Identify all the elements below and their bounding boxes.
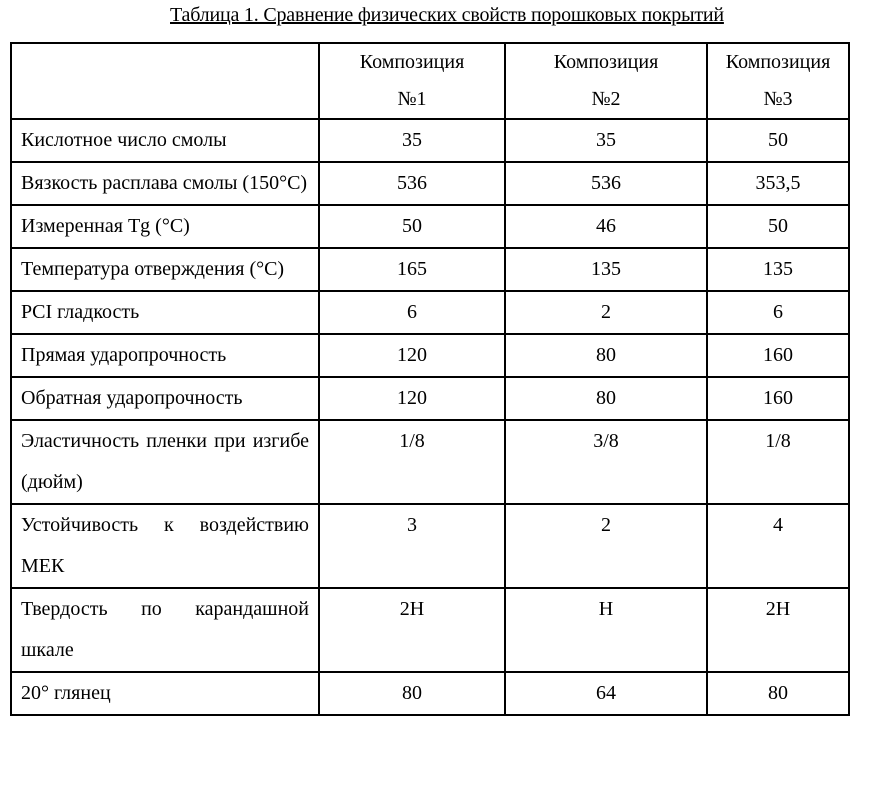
table-row bbox=[11, 504, 849, 588]
row-label: 20° глянец bbox=[11, 672, 319, 715]
cell-composition-3: 1/8 bbox=[707, 420, 849, 504]
cell-composition-3: 160 bbox=[707, 377, 849, 420]
cell-composition-2: 80 bbox=[505, 377, 707, 420]
row-label: Кислотное число смолы bbox=[11, 119, 319, 162]
table-row bbox=[11, 119, 849, 162]
header-composition-3: Композиция №3 bbox=[707, 43, 849, 119]
row-label: Твердость по карандашной шкале bbox=[11, 588, 319, 672]
header-composition-2: Композиция №2 bbox=[505, 43, 707, 119]
table-row bbox=[11, 334, 849, 377]
table-row bbox=[11, 205, 849, 248]
cell-composition-2: H bbox=[505, 588, 707, 672]
row-label: Прямая ударопрочность bbox=[11, 334, 319, 377]
cell-composition-1: 120 bbox=[319, 334, 505, 377]
header-empty bbox=[11, 43, 319, 119]
cell-composition-1: 3 bbox=[319, 504, 505, 588]
cell-composition-1: 536 bbox=[319, 162, 505, 205]
cell-composition-2: 135 bbox=[505, 248, 707, 291]
cell-composition-2: 64 bbox=[505, 672, 707, 715]
header-row bbox=[11, 43, 849, 119]
table-row bbox=[11, 291, 849, 334]
cell-composition-3: 353,5 bbox=[707, 162, 849, 205]
cell-composition-3: 50 bbox=[707, 205, 849, 248]
table-row bbox=[11, 672, 849, 715]
header-composition-1: Композиция №1 bbox=[319, 43, 505, 119]
row-label: Вязкость расплава смолы (150°С) bbox=[11, 162, 319, 205]
cell-composition-2: 3/8 bbox=[505, 420, 707, 504]
cell-composition-3: 4 bbox=[707, 504, 849, 588]
table-title: Таблица 1. Сравнение физических свойств порошковых покрытий bbox=[170, 4, 724, 26]
cell-composition-1: 1/8 bbox=[319, 420, 505, 504]
cell-composition-3: 50 bbox=[707, 119, 849, 162]
cell-composition-3: 80 bbox=[707, 672, 849, 715]
cell-composition-1: 120 bbox=[319, 377, 505, 420]
row-label: PCI гладкость bbox=[11, 291, 319, 334]
table-row bbox=[11, 248, 849, 291]
cell-composition-1: 2H bbox=[319, 588, 505, 672]
table-row bbox=[11, 377, 849, 420]
cell-composition-2: 46 bbox=[505, 205, 707, 248]
cell-composition-2: 2 bbox=[505, 504, 707, 588]
cell-composition-2: 536 bbox=[505, 162, 707, 205]
cell-composition-2: 35 bbox=[505, 119, 707, 162]
cell-composition-1: 35 bbox=[319, 119, 505, 162]
cell-composition-1: 80 bbox=[319, 672, 505, 715]
table-row bbox=[11, 420, 849, 504]
row-label: Устойчивость к воздействию МЕК bbox=[11, 504, 319, 588]
table-row bbox=[11, 588, 849, 672]
properties-table bbox=[10, 42, 850, 716]
row-label: Измеренная Tg (°С) bbox=[11, 205, 319, 248]
cell-composition-3: 135 bbox=[707, 248, 849, 291]
cell-composition-2: 2 bbox=[505, 291, 707, 334]
cell-composition-1: 165 bbox=[319, 248, 505, 291]
row-label: Обратная ударопрочность bbox=[11, 377, 319, 420]
row-label: Температура отверждения (°С) bbox=[11, 248, 319, 291]
row-label: Эластичность пленки при изгибе (дюйм) bbox=[11, 420, 319, 504]
cell-composition-1: 6 bbox=[319, 291, 505, 334]
cell-composition-3: 2H bbox=[707, 588, 849, 672]
cell-composition-3: 6 bbox=[707, 291, 849, 334]
cell-composition-3: 160 bbox=[707, 334, 849, 377]
cell-composition-1: 50 bbox=[319, 205, 505, 248]
cell-composition-2: 80 bbox=[505, 334, 707, 377]
table-row bbox=[11, 162, 849, 205]
